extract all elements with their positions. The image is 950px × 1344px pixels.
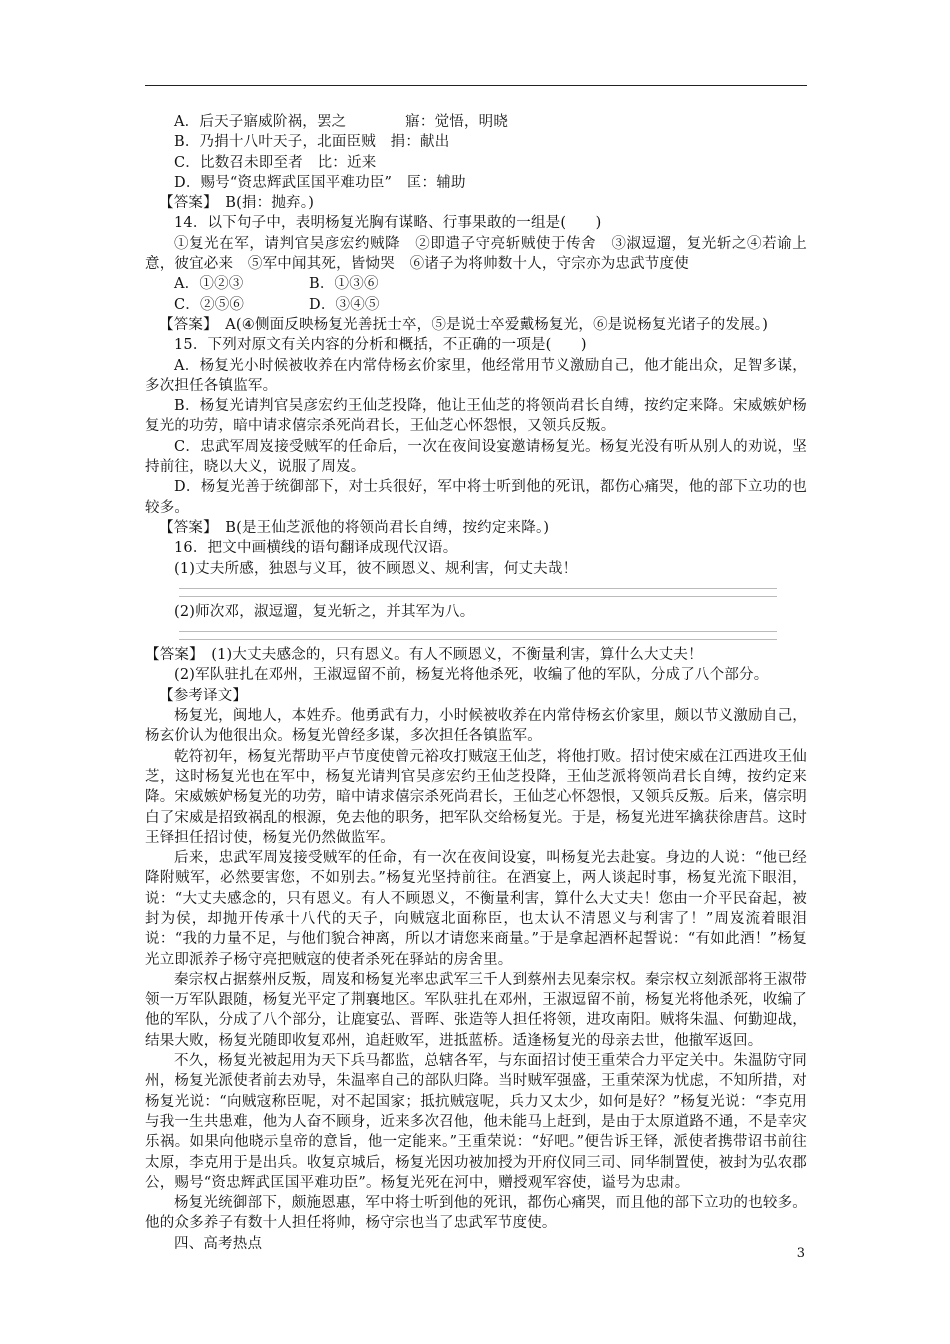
q15-option-b: B．杨复光请判官吴彦宏约王仙芝投降，他让王仙芝的将领尚君长自缚，按约定来降。宋威嫉妒杨复光的功劳，暗中请求僖宗杀死尚君长，王仙芝心怀怨恨，又领兵反叛。 <box>145 398 807 435</box>
q13-option-d: D．赐号“资忠辉武匡国平难功臣” 匡：辅助 <box>174 174 466 191</box>
q15-option-a: A．杨复光小时候被收养在内常侍杨玄价家里，他经常用节义激励自己，他才能出众，足智多谋，多次担任各镇监军。 <box>145 357 807 394</box>
header-rule <box>145 85 807 86</box>
q13-option-c: C．比数召未即至者 比：近来 <box>174 154 377 171</box>
translation-paragraph: 乾符初年，杨复光帮助平卢节度使曾元裕攻打贼寇王仙芝，将他打败。招讨使宋威在江西进攻王仙芝，这时杨复光也在军中，杨复光请判官吴彦宏约王仙芝投降，王仙芝派将领尚君长自缚，按约定来降。宋威嫉妒杨复光的功劳，暗中请求僖宗杀死尚君长，王仙芝心怀怨恨，又领兵反叛。后来，僖宗明白了宋威是招致祸乱的根源，免去他的职务，把军队交给杨复光。于是，杨复光进军擒获徐唐莒。这时王铎担任招讨使，杨复光仍然做监军。 <box>145 748 807 846</box>
translation-paragraph: 后来，忠武军周岌接受贼军的任命，有一次在夜间设宴，叫杨复光去赴宴。身边的人说：“他已经降附贼军，必然要害您，不如别去。”杨复光坚持前往。在酒宴上，两人谈起时事，杨复光流下眼泪，说：“大丈夫感念的，只有恩义。有人不顾恩义，不衡量利害，算什么大丈夫！您由一介平民奋起，被封为侯，却抛开传承十八代的天子，向贼寇北面称臣，也太认不清恩义与利害了！”周岌流着眼泪说：“我的力量不足，与他们貌合神离，所以才请您来商量。”于是拿起酒杯起誓说：“有如此酒！”杨复光立即派养子杨守亮把贼寇的使者杀死在驿站的房舍里。 <box>145 850 807 968</box>
q16-stem: 16．把文中画横线的语句翻译成现代汉语。 <box>174 540 458 557</box>
q14-options-row-2 <box>174 295 807 315</box>
q14-items: ①复光在军，请判官吴彦宏约贼降 ②即遣子守亮斩贼使于传舍 ③淑逗遛，复光斩之④若谕上意，彼宜必来 ⑤军中闻其死，皆恸哭 ⑥诸子为将帅数十人，守宗亦为忠武节度使 <box>145 235 807 273</box>
q14-options-row-1 <box>174 274 807 294</box>
q15-answer: 【答案】 B(是王仙芝派他的将领尚君长自缚，按约定来降。) <box>159 519 550 536</box>
answer-blank-line <box>179 639 777 640</box>
q14-option-b: B．①③⑥ <box>309 276 379 293</box>
answer-blank-line <box>179 596 777 597</box>
q16-sentence-2: (2)师次邓，淑逗遛，复光斩之，并其军为八。 <box>174 603 475 620</box>
section-heading: 四、高考热点 <box>174 1235 263 1252</box>
q14-stem: 14．以下句子中，表明杨复光胸有谋略、行事果敢的一组是( ) <box>174 215 602 232</box>
answer-blank-line <box>179 631 777 632</box>
q15-option-d: D．杨复光善于统御部下，对士兵很好，军中将士听到他的死讯，都伤心痛哭，他的部下立功的也较多。 <box>145 479 807 516</box>
q15-option-c: C．忠武军周岌接受贼军的任命后，一次在夜间设宴邀请杨复光。杨复光没有听从别人的劝说，坚持前往，晓以大义，说服了周岌。 <box>145 438 807 476</box>
q14-option-c: C．②⑤⑥ <box>174 296 245 313</box>
translation-paragraph: 秦宗权占据蔡州反叛，周岌和杨复光率忠武军三千人到蔡州去见秦宗权。秦宗权立刻派部将王淑带领一万军队跟随，杨复光平定了荆襄地区。军队驻扎在邓州，王淑逗留不前，杨复光将他杀死，收编了他的军队，分成了八个部分，让鹿宴弘、晋晖、张造等人担任将领，进攻南阳。贼将朱温、何勤迎战，结果大败，杨复光随即收复邓州，追赶败军，进抵蓝桥。适逢杨复光的母亲去世，他撤军返回。 <box>145 971 807 1049</box>
q14-option-a: A．①②③ <box>174 276 244 293</box>
translation-paragraph: 杨复光，闽地人，本姓乔。他勇武有力，小时候被收养在内常侍杨玄价家里，颇以节义激励自己，杨玄价认为他很出众。杨复光曾经多谋，多次担任各镇监军。 <box>145 708 807 745</box>
page-number: 3 <box>796 1246 805 1261</box>
translation-paragraph: 杨复光统御部下，颇施恩惠，军中将士听到他的死讯，都伤心痛哭，而且他的部下立功的也较多。他的众多养子有数十人担任将帅，杨守宗也当了忠武军节度使。 <box>145 1195 807 1232</box>
answer-blank-line <box>179 588 777 589</box>
q13-option-a: A．后天子寤威阶祸，罢之 寤：觉悟，明晓 <box>174 114 509 130</box>
q13-answer: 【答案】 B(捐：抛弃。) <box>159 195 315 212</box>
q16-sentence-1: (1)丈夫所感，独恩与义耳，彼不顾恩义、规利害，何丈夫哉！ <box>174 560 578 577</box>
q16-answer-1: 【答案】 (1)大丈夫感念的，只有恩义。有人不顾恩义，不衡量利害，算什么大丈夫！ <box>145 647 703 664</box>
q14-answer: 【答案】 A(④侧面反映杨复光善抚士卒，⑤是说士卒爱戴杨复光，⑥是说杨复光诸子的发展。) <box>159 316 769 333</box>
q13-option-b: B．乃捐十八叶天子，北面臣贼 捐：献出 <box>174 134 450 151</box>
q14-option-d: D．③④⑤ <box>309 296 380 313</box>
translation-heading: 【参考译文】 <box>159 687 248 704</box>
document-body <box>145 112 807 1254</box>
translation-paragraph: 不久，杨复光被起用为天下兵马都监，总辖各军，与东面招讨使王重荣合力平定关中。朱温防守同州，杨复光派使者前去劝导，朱温率自己的部队归降。当时贼军强盛，王重荣深为忧虑，不知所措，对杨复光说：“向贼寇称臣呢，对不起国家；抵抗贼寇呢，兵力又太少，如何是好？”杨复光说：“李克用与我一生共患难，他为人奋不顾身，近来多次召他，他未能马上赶到，是由于太原道路不通，不是幸灾乐祸。如果向他晓示皇帝的意旨，他一定能来。”王重荣说：“好吧。”便告诉王铎，派使者携带诏书前往太原，李克用于是出兵。收复京城后，杨复光因功被加授为开府仪同三司、同华制置使，被封为弘农郡公，赐号“资忠辉武匡国平难功臣”。杨复光死在河中，赠授观军容使，谥号为忠肃。 <box>145 1053 807 1191</box>
q15-stem: 15．下列对原文有关内容的分析和概括，不正确的一项是( ) <box>174 337 587 354</box>
q16-answer-2: (2)军队驻扎在邓州，王淑逗留不前，杨复光将他杀死，收编了他的军队，分成了八个部分。 <box>174 667 769 684</box>
